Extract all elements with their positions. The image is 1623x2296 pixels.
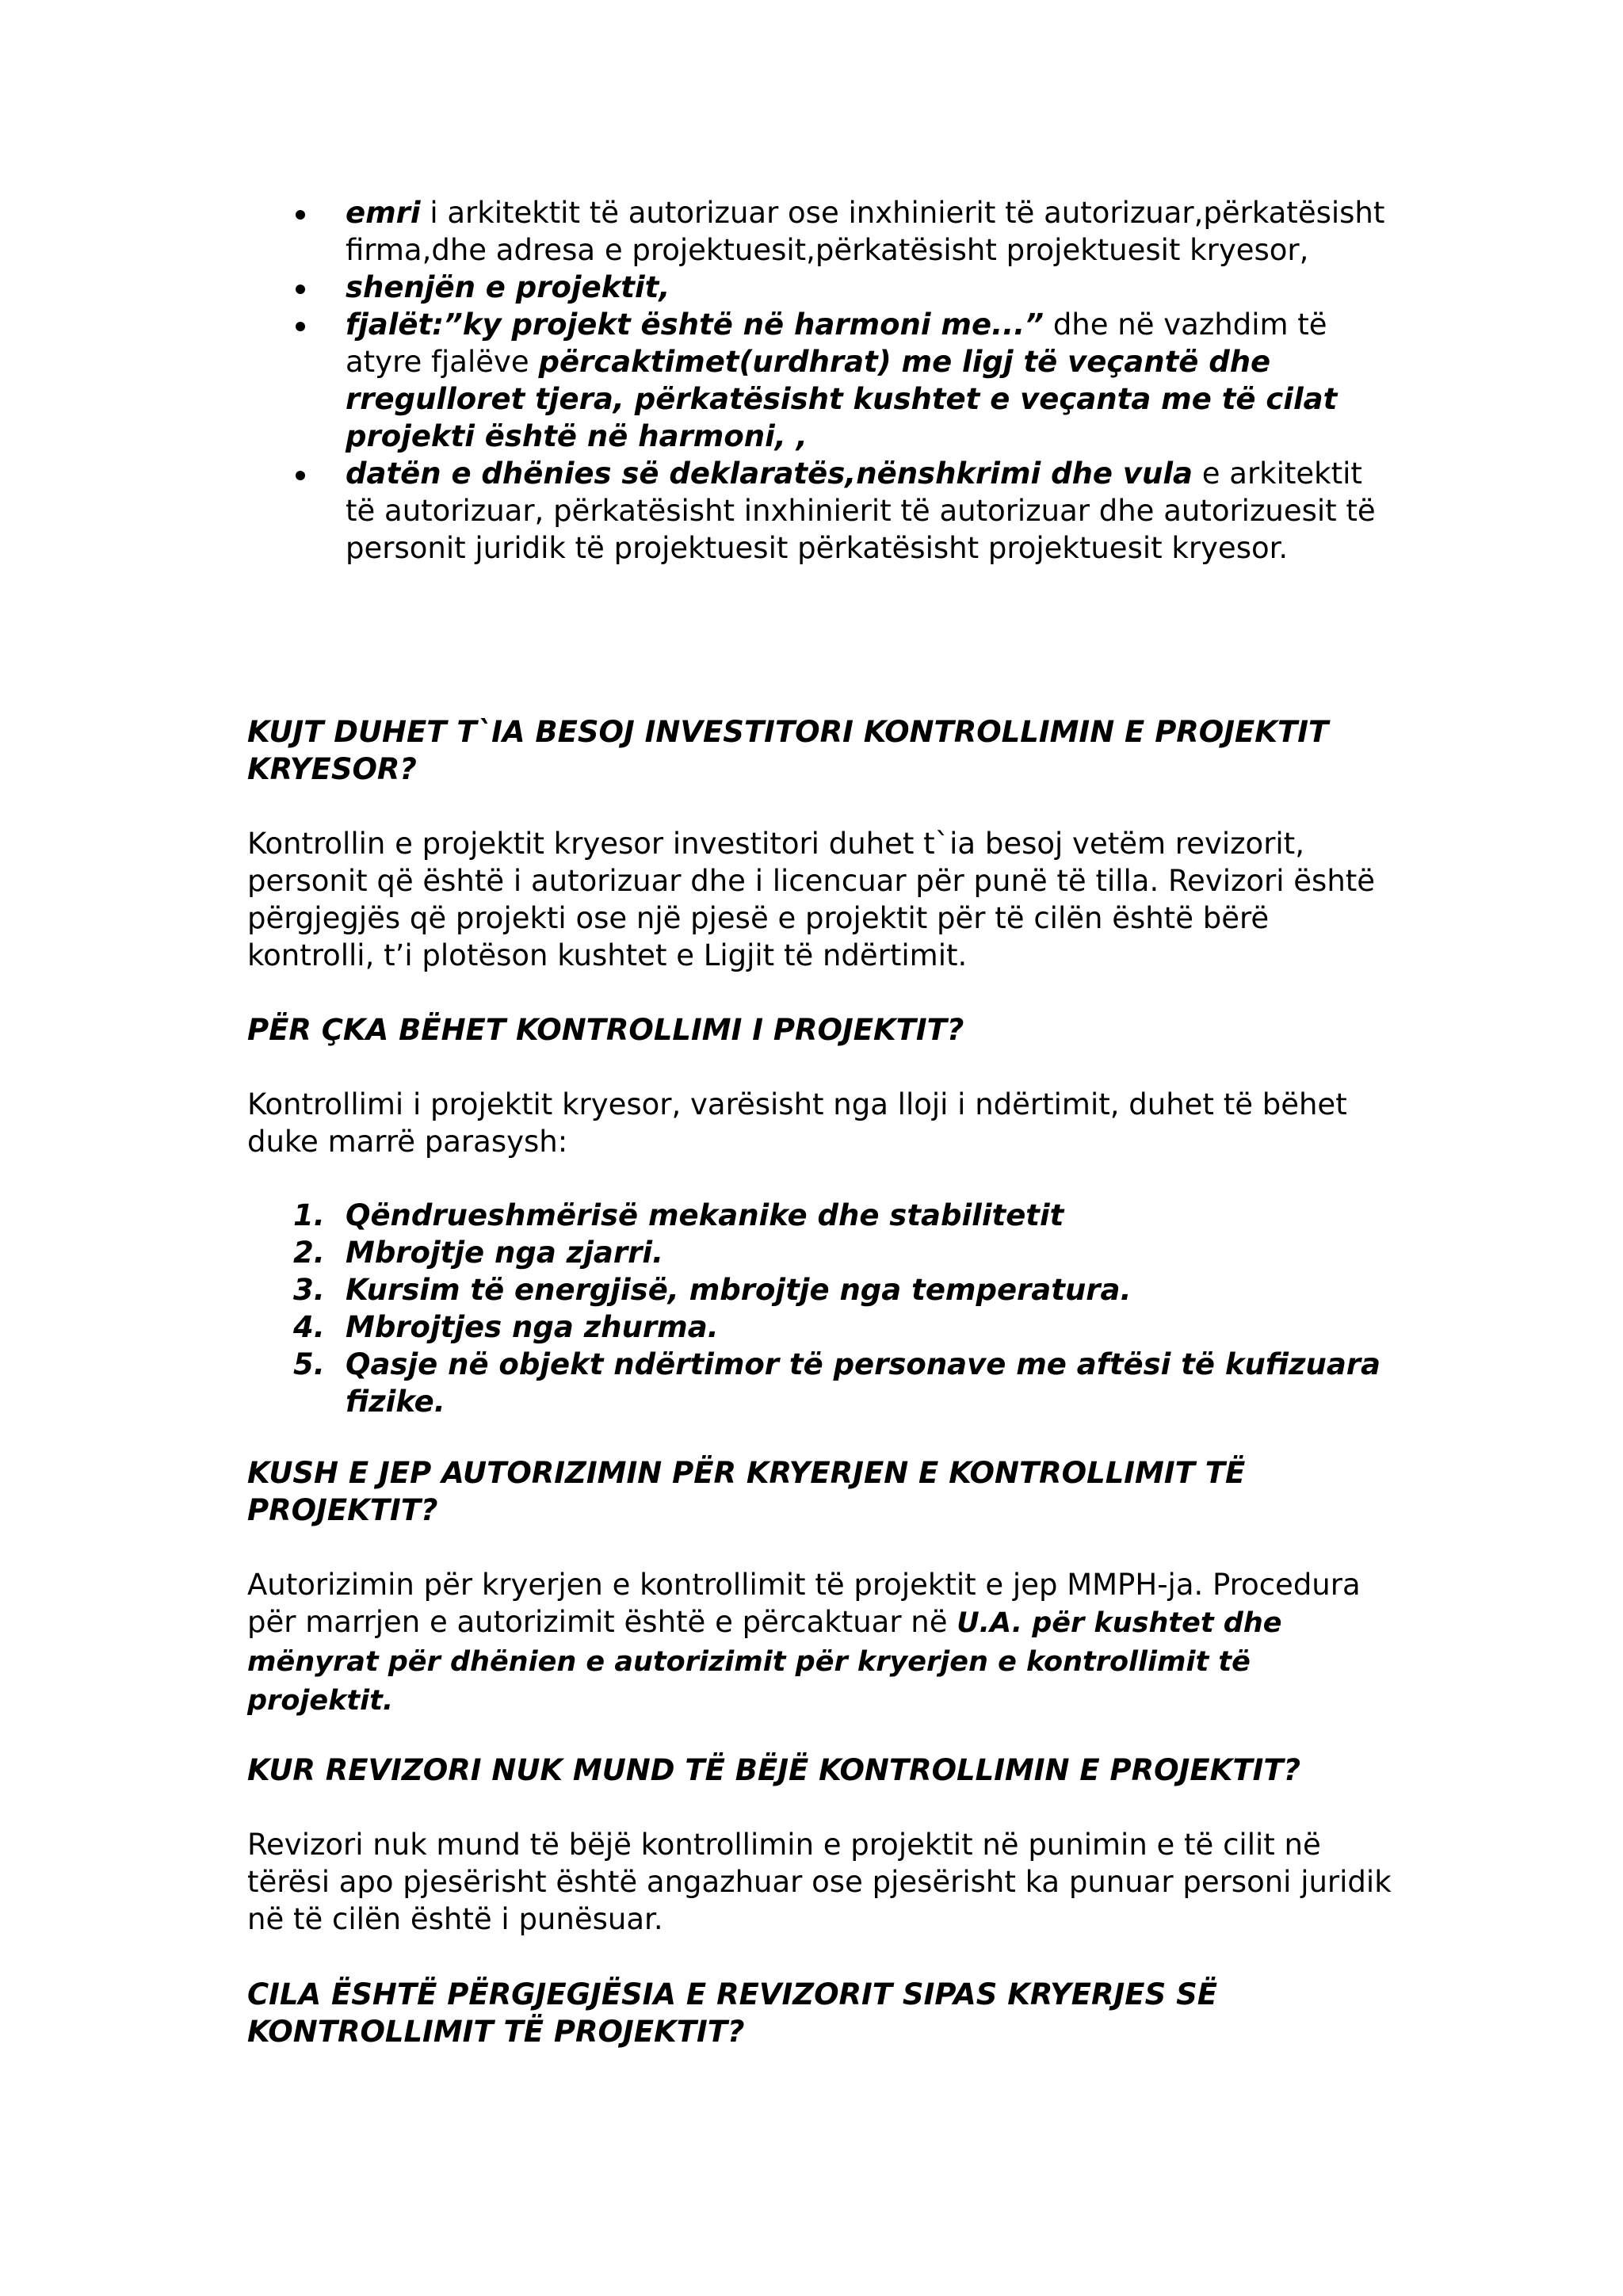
bullet-dot bbox=[296, 210, 305, 220]
list-item bbox=[285, 1346, 1395, 1420]
list-text: Mbrojtje nga zjarri. bbox=[346, 1236, 664, 1270]
list-number: 5. bbox=[293, 1347, 325, 1381]
regulation-reference: U.A. për kushtet dhe mënyrat për dhënien e autorizimit për kryerjen e kontrollimit të projektit. bbox=[247, 1607, 1282, 1717]
paragraph-text: Autorizimin për kryerjen e kontrollimit të projektit e jep MMPH-ja. Procedura për marrjen e autorizimit është e përcaktuar në bbox=[247, 1568, 1361, 1639]
list-item bbox=[285, 269, 1395, 306]
section-kujt bbox=[247, 713, 1396, 974]
list-text: Mbrojtjes nga zhurma. bbox=[346, 1310, 719, 1344]
bullet-bold-text: përcaktimet(urdhrat) me ligj të veçantë dhe rregulloret tjera, përkatësisht kushtet e veçanta me të cilat projekti është në harmoni, , bbox=[346, 345, 1338, 453]
bullet-bold-text: datën e dhënies së deklaratës,nënshkrimi dhe vula bbox=[346, 457, 1193, 491]
bullet-bold-text: fjalët:”ky projekt është në harmoni me...” bbox=[346, 308, 1044, 342]
list-item bbox=[285, 194, 1395, 269]
section-paragraph: Kontrollimi i projektit kryesor, varësisht nga lloji i ndërtimit, duhet të bëhet duke marrë parasysh: bbox=[247, 1087, 1347, 1159]
list-number: 4. bbox=[293, 1310, 325, 1344]
bullet-dot bbox=[296, 285, 305, 294]
section-heading: PËR ÇKA BËHET KONTROLLIMI I PROJEKTIT? bbox=[247, 1013, 964, 1047]
list-item bbox=[285, 1234, 1395, 1271]
bullet-text: i arkitektit të autorizuar ose inxhinierit të autorizuar,përkatësisht firma,dhe adresa e projektuesit,përkatësisht projektuesit kryesor, bbox=[346, 196, 1385, 267]
section-heading: KUJT DUHET T`IA BESOJ INVESTITORI KONTROLLIMIN E PROJEKTIT KRYESOR? bbox=[247, 715, 1329, 786]
list-item bbox=[285, 1197, 1395, 1234]
bullet-text: e arkitektit të autorizuar, përkatësisht inxhinierit të autorizuar dhe autorizuesit të personit juridik të projektuesit përkatësisht projektuesit kryesor. bbox=[346, 457, 1376, 565]
bullet-bold-text: shenjën e projektit, bbox=[346, 270, 670, 304]
bullet-bold-text: emri bbox=[346, 196, 421, 230]
section-per-cka bbox=[247, 1011, 1396, 1160]
section-paragraph: Kontrollin e projektit kryesor investitori duhet t`ia besoj vetëm revizorit, personit që është i autorizuar dhe i licencuar për punë të tilla. Revizori është përgjegjës që projekti ose një pjesë e projektit për të cilën është bërë kontrolli, t’i plotëson kushtet e Ligjit të ndërtimit. bbox=[247, 827, 1376, 972]
bullet-text: dhe në vazhdim të atyre fjalëve bbox=[346, 308, 1327, 379]
list-item bbox=[285, 455, 1395, 567]
list-number: 2. bbox=[293, 1236, 325, 1270]
list-text: Kursim të energjisë, mbrojtje nga temperatura. bbox=[346, 1273, 1132, 1307]
list-text: Qëndrueshmërisë mekanike dhe stabilitetit bbox=[346, 1198, 1064, 1232]
bullet-dot bbox=[296, 322, 305, 331]
list-item bbox=[285, 1308, 1395, 1346]
list-item bbox=[285, 1271, 1395, 1308]
section-heading: CILA ËSHTË PËRGJEGJËSIA E REVIZORIT SIPAS KRYERJES SË KONTROLLIMIT TË PROJEKTIT? bbox=[247, 1977, 1218, 2049]
section-kur bbox=[247, 1752, 1396, 1938]
list-text: Qasje në objekt ndërtimor të personave me aftësi të kufizuara fizike. bbox=[346, 1347, 1381, 1419]
section-paragraph: Revizori nuk mund të bëjë kontrollimin e projektit në punimin e të cilit në tërësi apo pjesërisht është angazhuar ose pjesërisht ka punuar personi juridik në të cilën është i punësuar. bbox=[247, 1828, 1392, 1936]
section-kush bbox=[247, 1454, 1396, 1720]
list-number: 3. bbox=[293, 1273, 325, 1307]
bullet-dot bbox=[296, 471, 305, 480]
section-heading: KUR REVIZORI NUK MUND TË BËJË KONTROLLIMIN E PROJEKTIT? bbox=[247, 1753, 1301, 1787]
section-cila bbox=[247, 1976, 1396, 2050]
requirements-bullet-list bbox=[285, 194, 1395, 567]
section-heading: KUSH E JEP AUTORIZIMIN PËR KRYERJEN E KONTROLLIMIT TË PROJEKTIT? bbox=[247, 1456, 1246, 1527]
list-item bbox=[285, 306, 1395, 455]
section-paragraph bbox=[247, 1566, 1396, 1720]
list-number: 1. bbox=[293, 1198, 325, 1232]
control-criteria-list bbox=[285, 1197, 1395, 1420]
